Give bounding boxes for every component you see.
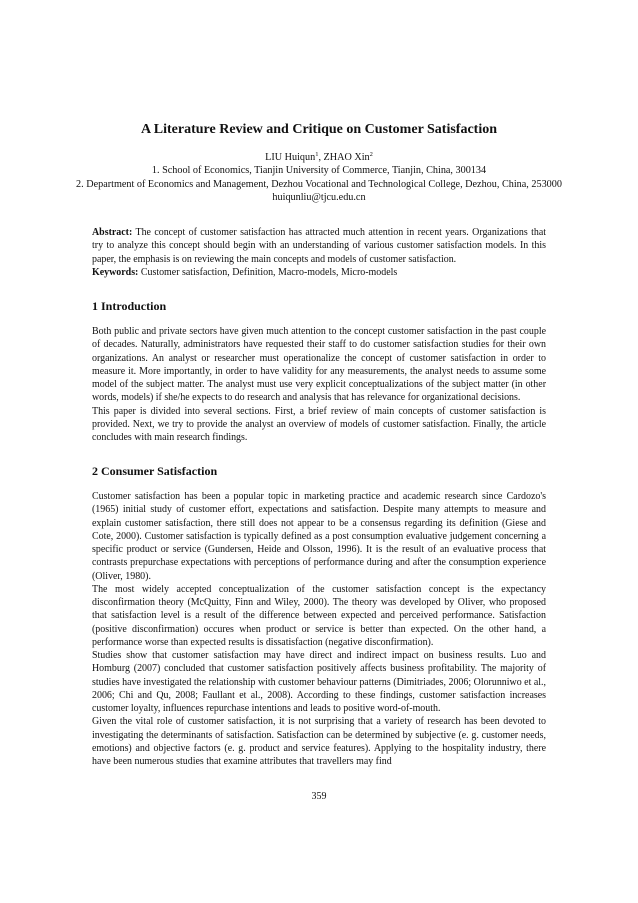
page-number: 359	[311, 791, 327, 802]
affiliation-2: 2. Department of Economics and Management, Dezhou Vocational and Technological College, Dezhou, China, 253000	[76, 178, 562, 190]
section-consumer-satisfaction	[92, 464, 546, 768]
abstract-label: Abstract:	[92, 227, 133, 238]
intro-paragraph-1: Both public and private sectors have given much attention to the concept customer satisfaction in the past couple of decades. Naturally, administrators have requested their staff to do customer satisfaction studies for their own organizations. An analyst or researcher must operationalize the concept of customer satisfaction in order to measure it. More importantly, in order to have validity for any measurements, the analyst needs to assume some model of the subject matter. The analyst must use very explicit conceptualizations of the subject matter (in other words, models) if she/he expects to do research and analysis that has relevance for organizational decisions.	[92, 326, 546, 404]
author-2-affiliation-mark: 2	[369, 151, 373, 158]
author-block	[60, 151, 578, 204]
cs-paragraph-3: Studies show that customer satisfaction may have direct and indirect impact on business results. Luo and Homburg (2007) concluded that customer satisfaction positively affects business profitability. The majority of studies have investigated the relationship with customer behaviour patterns (Dimitriades, 2006; Olorunniwo et al., 2006; Chi and Qu, 2008; Faullant et al., 2008). According to these findings, customer satisfaction increases customer loyalty, influences repurchase intentions and leads to positive word-of-mouth.	[92, 650, 546, 714]
cs-paragraph-1: Customer satisfaction has been a popular topic in marketing practice and academic research since Cardozo's (1965) initial study of customer effort, expectations and satisfaction. Despite many attempts to measure and explain customer satisfaction, there still does not appear to be a consensus regarding its definition (Giese and Cote, 2000). Customer satisfaction is typically defined as a post consumption evaluative judgement concerning a specific product or service (Gundersen, Heide and Olsson, 1996). It is the result of an evaluative process that contrasts prepurchase expectations with perceptions of performance during and after the consumption experience (Oliver, 1980).	[92, 491, 546, 582]
keywords-paragraph	[92, 266, 546, 279]
abstract-block	[92, 226, 546, 279]
keywords-label: Keywords:	[92, 266, 139, 278]
author-2: ZHAO Xin	[323, 152, 370, 163]
intro-paragraph-2: This paper is divided into several sections. First, a brief review of main concepts of customer satisfaction is provided. Next, we try to provide the analyst an overview of models of customer satisfaction. Finally, the article concludes with main research findings.	[92, 405, 546, 443]
cs-paragraph-4: Given the vital role of customer satisfaction, it is not surprising that a variety of research has been devoted to investigating the determinants of satisfaction. Satisfaction can be determined by subjective (e. g. customer needs, emotions) and objective factors (e. g. product and service features). Applying to the hospitality industry, there have been numerous studies that examine attributes that travellers may find	[92, 716, 546, 767]
section-heading-consumer-satisfaction: 2 Consumer Satisfaction	[92, 464, 218, 478]
abstract-text: The concept of customer satisfaction has attracted much attention in recent years. Organizations that try to analyze this concept should begin with an understanding of various customer satisfaction models. In this paper, the emphasis is on reviewing the main concepts and models of customer satisfaction.	[92, 227, 546, 265]
author-email: huiqunliu@tjcu.edu.cn	[272, 191, 366, 203]
cs-paragraph-2: The most widely accepted conceptualization of the customer satisfaction concept is the expectancy disconfirmation theory (McQuitty, Finn and Wiley, 2000). The theory was developed by Oliver, who proposed that satisfaction level is a result of the difference between expected and perceived performance. Satisfaction (positive disconfirmation) occures when product or service is better than expected. On the other hand, a performance worse than expected results is dissatisfaction (negative disconfirmation).	[92, 583, 546, 648]
author-line	[60, 151, 578, 164]
abstract-paragraph	[92, 226, 546, 266]
affiliation-1: 1. School of Economics, Tianjin University of Commerce, Tianjin, China, 300134	[151, 165, 487, 177]
section-heading-introduction: 1 Introduction	[92, 299, 167, 313]
author-1-affiliation-mark: 1	[315, 151, 319, 158]
section-introduction	[92, 299, 546, 444]
paper-title: A Literature Review and Critique on Customer Satisfaction	[140, 122, 498, 137]
author-separator: ,	[318, 152, 324, 163]
keywords-text: Customer satisfaction, Definition, Macro-models, Micro-models	[138, 266, 398, 278]
author-1: LIU Huiqun	[265, 152, 316, 163]
